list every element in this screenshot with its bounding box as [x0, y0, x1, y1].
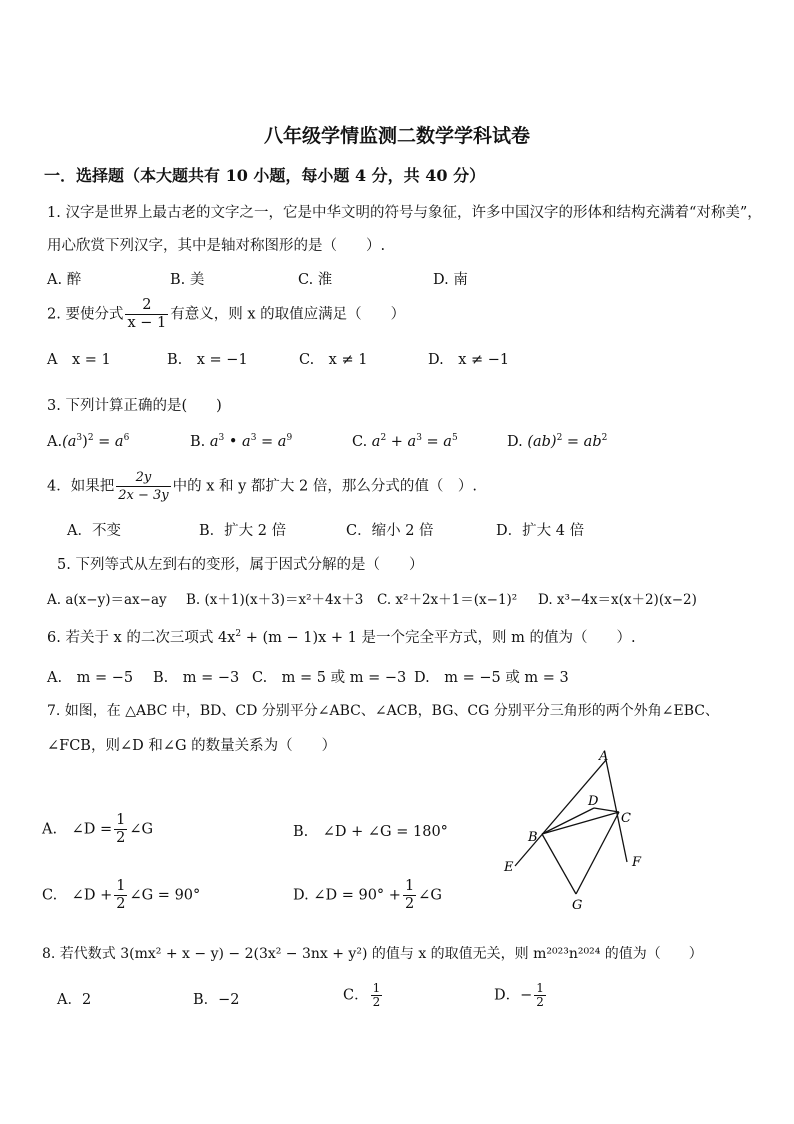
q6-option-c: C. m = 5 或 m = −3 — [252, 670, 407, 686]
line-BG — [542, 834, 576, 894]
q5-option-c: C. x²＋2x＋1＝(x−1)² — [377, 592, 518, 608]
q1-option-c: C. 淮 — [298, 272, 333, 288]
question-1-line-1: 1. 汉字是世界上最古老的文字之一，它是中华文明的符号与象征，许多中国汉字的形体和结构充满着“对称美”， — [47, 205, 762, 221]
page-title: 八年级学情监测二数学学科试卷 — [263, 125, 530, 147]
q2-option-b: B. x = −1 — [167, 352, 248, 368]
label-B: B — [528, 830, 538, 845]
question-1-line-2: 用心欣赏下列汉字，其中是轴对称图形的是（ ）. — [47, 238, 386, 254]
q4-fraction: $\frac{2y}{2x - 3y}$ — [118, 470, 169, 503]
q2-option-a: A x = 1 — [47, 352, 111, 368]
label-E: E — [504, 860, 514, 875]
question-3: 3. 下列计算正确的是( ) — [47, 398, 222, 414]
q2-frac-den: x − 1 — [127, 315, 167, 331]
q7-option-d: D. ∠D = 90° + $\frac{1}{2}$ ∠G — [293, 878, 442, 912]
q7-triangle-figure — [495, 748, 655, 916]
q4-option-d: D．扩大 4 倍 — [496, 523, 585, 539]
question-2 — [47, 297, 405, 332]
q2-suffix: 有意义，则 x 的取值应满足（ ） — [170, 306, 406, 323]
q8-option-b: B．−2 — [193, 992, 240, 1008]
question-4: 4．如果把 $\frac{2y}{2x - 3y}$ 中的 x 和 y 都扩大 2 倍，那么分式的值（ ）. — [47, 470, 477, 503]
q7-option-b: B. ∠D + ∠G = 180° — [293, 824, 448, 840]
q6-option-a: A. m = −5 — [47, 670, 134, 686]
q3-option-c: C. $a^2 + a^3 = a^5$ — [352, 433, 458, 450]
q1-option-a: A. 醉 — [47, 272, 82, 288]
q2-frac-num: 2 — [125, 297, 168, 315]
q4-option-c: C．缩小 2 倍 — [346, 523, 434, 539]
q3-option-b: B. $a^3$ • $a^3 = a^9$ — [190, 433, 293, 450]
label-G: G — [572, 898, 583, 913]
label-F: F — [632, 855, 642, 870]
q8-option-d: D．− $\frac{1}{2}$ — [494, 981, 544, 1009]
q2-prefix: 2. 要使分式 — [47, 306, 124, 323]
line-AE — [515, 760, 606, 866]
question-8: 8. 若代数式 3(mx² + x − y) − 2(3x² − 3nx + y²) 的值与 x 的取值无关，则 m²⁰²³n²⁰²⁴ 的值为（ ） — [42, 946, 703, 962]
q5-option-d: D. x³−4x＝x(x＋2)(x−2) — [538, 592, 697, 608]
q6-option-b: B. m = −3 — [153, 670, 240, 686]
q4-option-a: A．不变 — [67, 523, 121, 539]
q2-option-c: C. x ≠ 1 — [299, 352, 368, 368]
q3-option-a: $A.(a^3)^2 = a^6$ — [47, 433, 130, 450]
q6-option-d: D. m = −5 或 m = 3 — [414, 670, 569, 686]
section-heading: 一．选择题（本大题共有 10 小题，每小题 4 分，共 40 分） — [44, 166, 486, 185]
q8-option-c: C． $\frac{1}{2}$ — [343, 981, 381, 1009]
q7-option-c: C. ∠D + $\frac{1}{2}$ ∠G = 90° — [42, 878, 201, 912]
line-CG — [576, 812, 619, 894]
q8-option-a: A．2 — [57, 992, 92, 1008]
q5-option-a: A. a(x−y)＝ax−ay — [47, 592, 167, 608]
q4-option-b: B．扩大 2 倍 — [199, 523, 287, 539]
q2-option-d: D. x ≠ −1 — [428, 352, 510, 368]
q5-option-b: B. (x＋1)(x＋3)＝x²＋4x＋3 — [186, 592, 364, 608]
q1-option-b: B. 美 — [170, 272, 205, 288]
label-C: C — [621, 811, 631, 826]
question-6: 6. 若关于 x 的二次三项式 $4x^2 + (m - 1)x + 1$ 是一个完全平方式，则 m 的值为（ ）. — [47, 629, 636, 646]
q3-option-d: D. $(ab)^2 = ab^2$ — [507, 433, 608, 450]
question-5: 5. 下列等式从左到右的变形，属于因式分解的是（ ） — [57, 557, 424, 573]
label-A: A — [599, 749, 609, 764]
q2-fraction — [125, 297, 168, 332]
question-7-line-2: ∠FCB，则∠D 和∠G 的数量关系为（ ） — [47, 738, 337, 754]
q1-option-d: D. 南 — [433, 272, 468, 288]
q7-option-a: A. ∠D = $\frac{1}{2}$ ∠G — [42, 812, 154, 846]
question-7-line-1: 7. 如图，在 △ABC 中，BD、CD 分别平分∠ABC、∠ACB，BG、CG 分别平分三角形的两个外角∠EBC、 — [47, 703, 719, 719]
label-D: D — [588, 794, 599, 809]
